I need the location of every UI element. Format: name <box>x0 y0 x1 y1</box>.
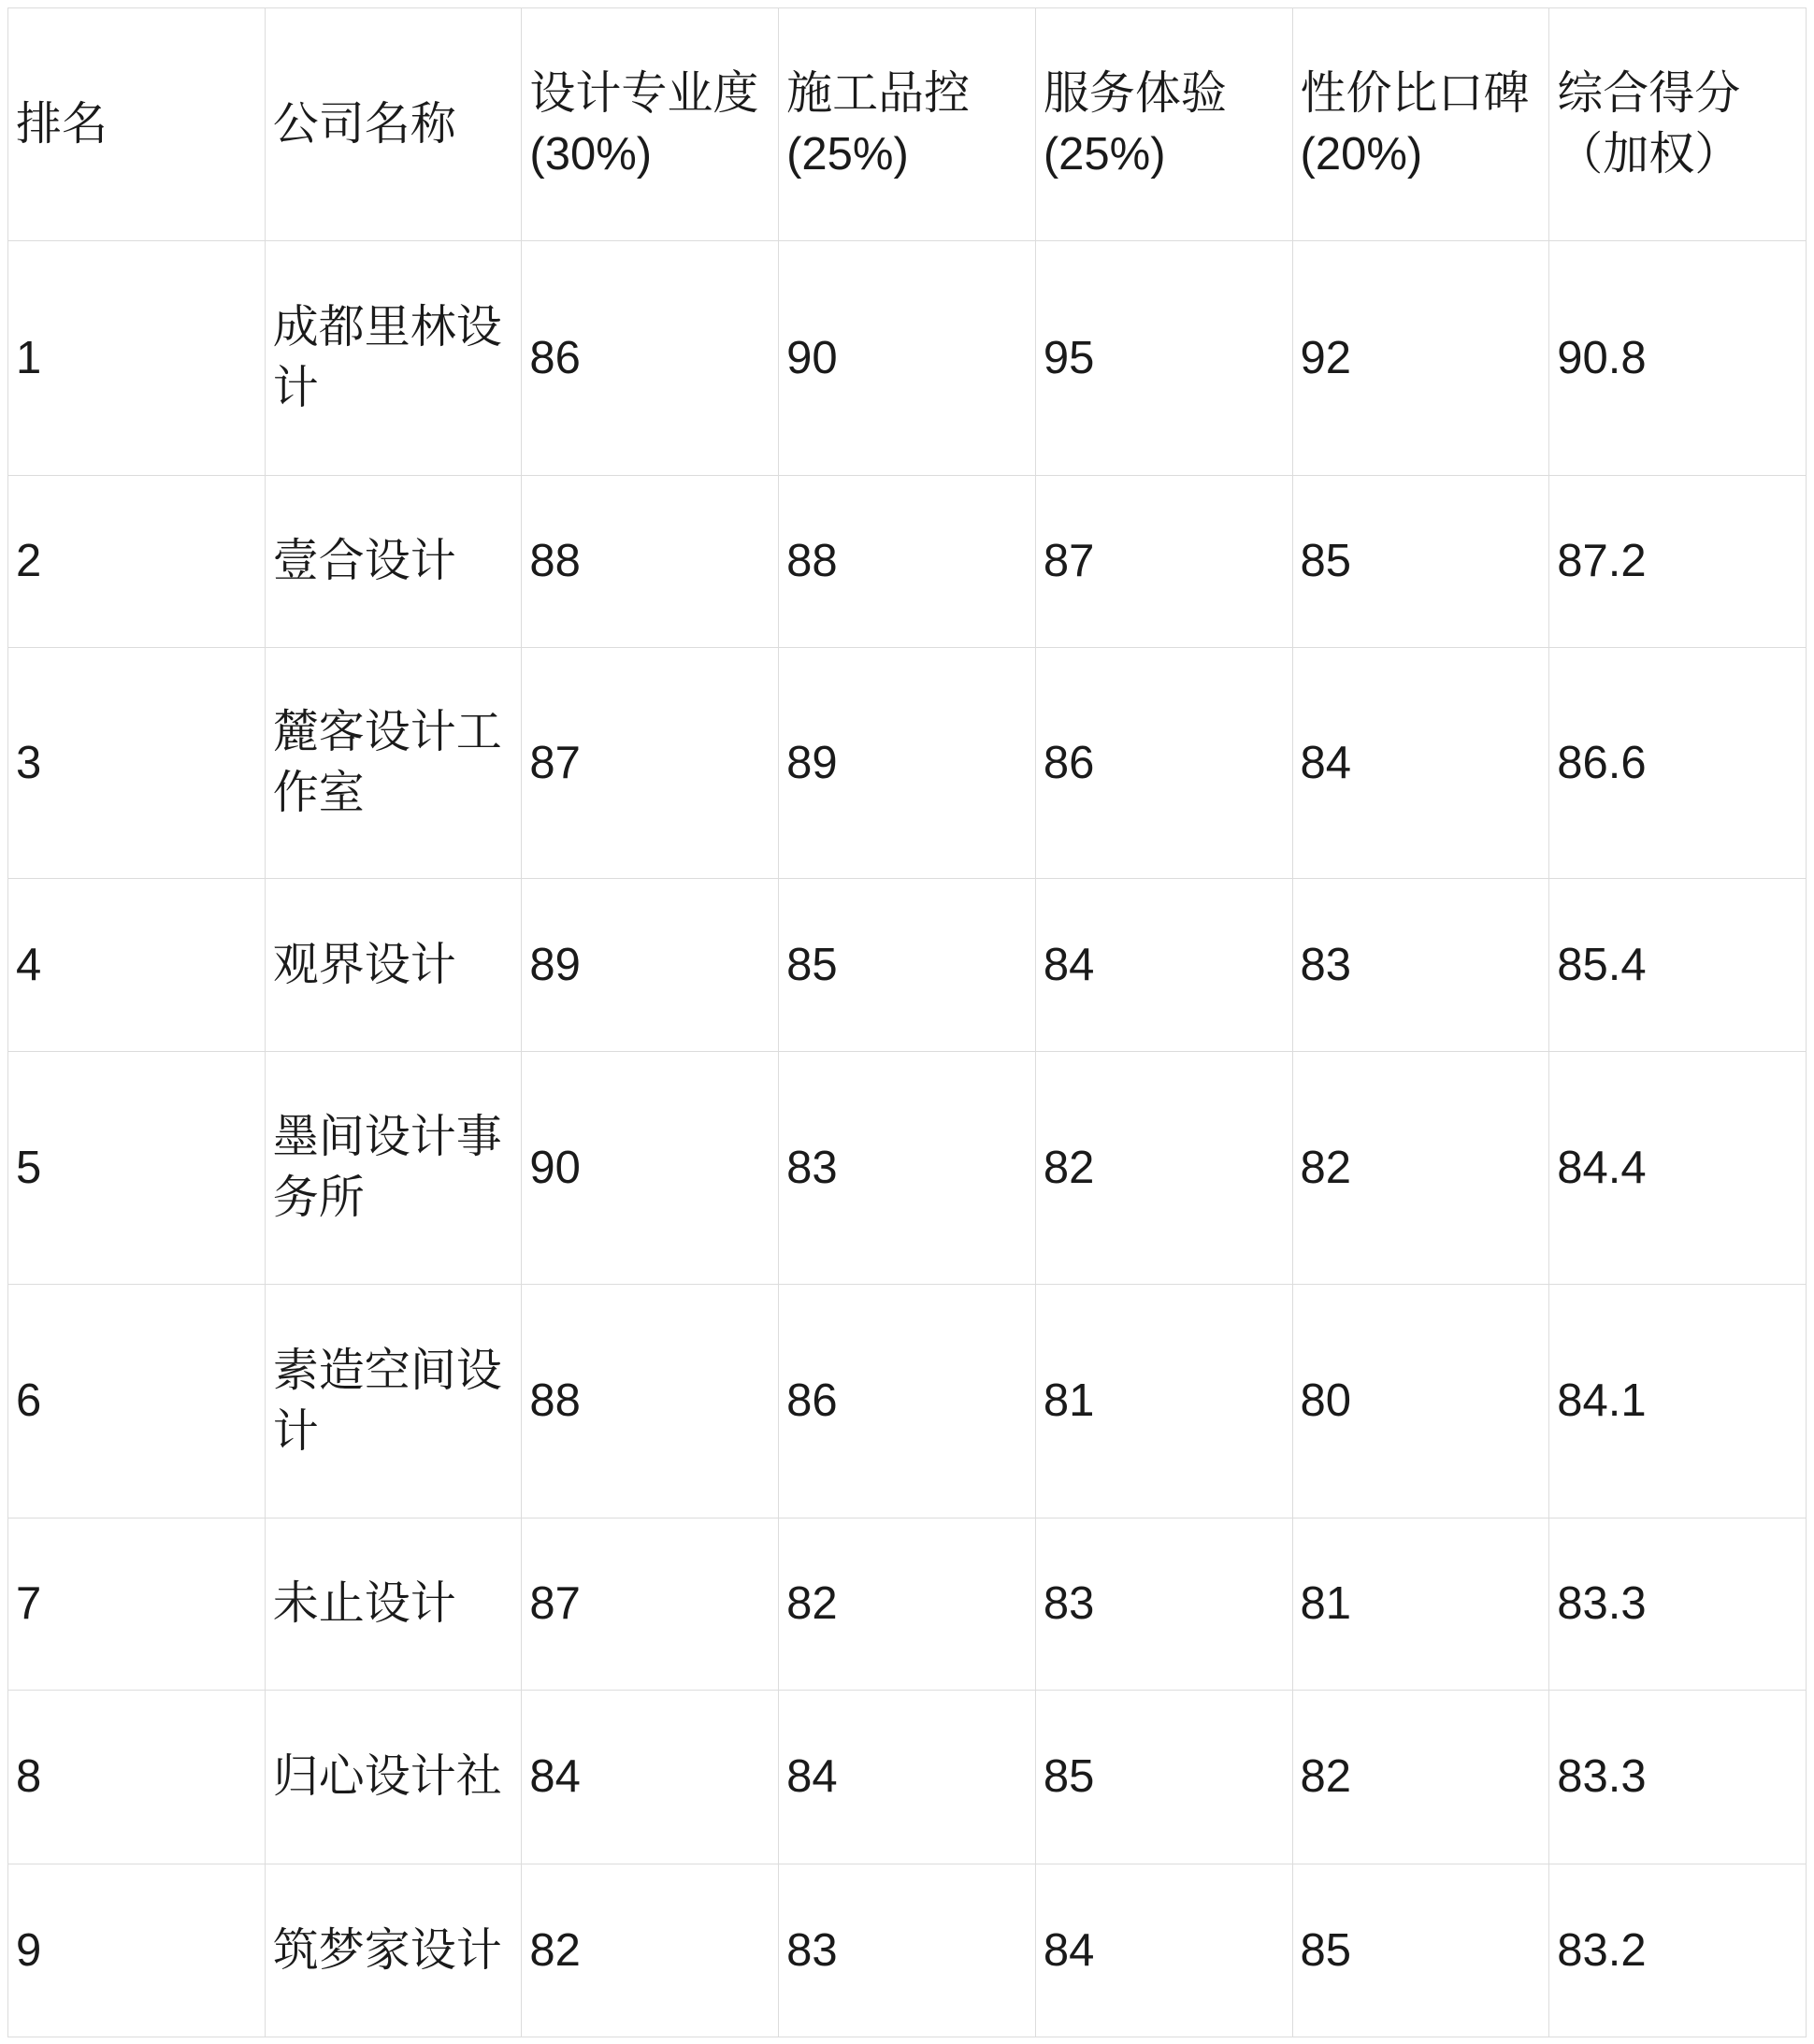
cell-service-score: 84 <box>1035 879 1292 1052</box>
cell-value-score: 92 <box>1292 241 1549 476</box>
cell-service-score: 83 <box>1035 1519 1292 1691</box>
header-cell-construction-score <box>779 8 1036 241</box>
header-cell-service-score <box>1035 8 1292 241</box>
cell-construction-score: 83 <box>779 1052 1036 1285</box>
header-sublabel: (25%) <box>1043 129 1166 180</box>
header-label: 设计专业度 <box>529 68 759 119</box>
cell-overall-score: 83.3 <box>1549 1691 1807 1864</box>
cell-overall-score: 84.4 <box>1549 1052 1807 1285</box>
header-label: 性价比口碑 <box>1300 68 1530 119</box>
cell-service-score: 86 <box>1035 648 1292 879</box>
cell-overall-score: 85.4 <box>1549 879 1807 1052</box>
header-sublabel: (30%) <box>529 129 653 180</box>
cell-design-score: 88 <box>522 1285 779 1519</box>
cell-company: 成都里林设计 <box>265 241 522 476</box>
cell-overall-score: 84.1 <box>1549 1285 1807 1519</box>
cell-value-score: 85 <box>1292 1864 1549 2037</box>
cell-company: 麓客设计工作室 <box>265 648 522 879</box>
table-row <box>8 1691 1807 1864</box>
cell-overall-score: 83.2 <box>1549 1864 1807 2037</box>
header-label: 综合得分 <box>1557 68 1741 119</box>
cell-design-score: 88 <box>522 476 779 648</box>
cell-value-score: 83 <box>1292 879 1549 1052</box>
cell-value-score: 82 <box>1292 1691 1549 1864</box>
cell-design-score: 86 <box>522 241 779 476</box>
cell-construction-score: 90 <box>779 241 1036 476</box>
header-cell-rank <box>8 8 266 241</box>
header-sublabel: （加权） <box>1557 129 1741 180</box>
header-cell-value-score <box>1292 8 1549 241</box>
table-row <box>8 648 1807 879</box>
cell-overall-score: 87.2 <box>1549 476 1807 648</box>
cell-construction-score: 89 <box>779 648 1036 879</box>
cell-service-score: 95 <box>1035 241 1292 476</box>
cell-overall-score: 90.8 <box>1549 241 1807 476</box>
cell-rank: 5 <box>8 1052 266 1285</box>
header-sublabel: (25%) <box>786 129 909 180</box>
cell-rank: 6 <box>8 1285 266 1519</box>
company-ranking-table <box>7 7 1807 2037</box>
cell-design-score: 87 <box>522 648 779 879</box>
cell-construction-score: 88 <box>779 476 1036 648</box>
header-row <box>8 8 1807 241</box>
cell-service-score: 82 <box>1035 1052 1292 1285</box>
cell-construction-score: 83 <box>779 1864 1036 2037</box>
cell-rank: 4 <box>8 879 266 1052</box>
cell-value-score: 80 <box>1292 1285 1549 1519</box>
table-row <box>8 1285 1807 1519</box>
cell-rank: 7 <box>8 1519 266 1691</box>
table-row <box>8 879 1807 1052</box>
cell-rank: 2 <box>8 476 266 648</box>
header-label: 施工品控 <box>786 68 971 119</box>
cell-service-score: 87 <box>1035 476 1292 648</box>
table-row <box>8 241 1807 476</box>
cell-value-score: 85 <box>1292 476 1549 648</box>
table-row <box>8 476 1807 648</box>
header-sublabel: (20%) <box>1300 129 1423 180</box>
cell-design-score: 89 <box>522 879 779 1052</box>
table-row <box>8 1052 1807 1285</box>
cell-overall-score: 83.3 <box>1549 1519 1807 1691</box>
table-row <box>8 1864 1807 2037</box>
cell-service-score: 85 <box>1035 1691 1292 1864</box>
header-label: 服务体验 <box>1043 68 1227 119</box>
cell-rank: 8 <box>8 1691 266 1864</box>
cell-design-score: 84 <box>522 1691 779 1864</box>
cell-company: 筑梦家设计 <box>265 1864 522 2037</box>
cell-rank: 3 <box>8 648 266 879</box>
cell-rank: 9 <box>8 1864 266 2037</box>
cell-construction-score: 86 <box>779 1285 1036 1519</box>
cell-construction-score: 82 <box>779 1519 1036 1691</box>
table-row <box>8 1519 1807 1691</box>
cell-company: 未止设计 <box>265 1519 522 1691</box>
cell-company: 素造空间设计 <box>265 1285 522 1519</box>
cell-service-score: 84 <box>1035 1864 1292 2037</box>
header-cell-design-score <box>522 8 779 241</box>
cell-company: 壹合设计 <box>265 476 522 648</box>
header-label: 排名 <box>16 98 108 150</box>
table-body <box>8 241 1807 2037</box>
cell-design-score: 87 <box>522 1519 779 1691</box>
cell-company: 归心设计社 <box>265 1691 522 1864</box>
header-cell-overall-score <box>1549 8 1807 241</box>
header-label: 公司名称 <box>272 98 456 150</box>
cell-company: 观界设计 <box>265 879 522 1052</box>
cell-value-score: 82 <box>1292 1052 1549 1285</box>
cell-design-score: 90 <box>522 1052 779 1285</box>
cell-rank: 1 <box>8 241 266 476</box>
cell-design-score: 82 <box>522 1864 779 2037</box>
cell-value-score: 84 <box>1292 648 1549 879</box>
header-cell-company <box>265 8 522 241</box>
cell-construction-score: 85 <box>779 879 1036 1052</box>
table-header <box>8 8 1807 241</box>
cell-overall-score: 86.6 <box>1549 648 1807 879</box>
cell-value-score: 81 <box>1292 1519 1549 1691</box>
cell-construction-score: 84 <box>779 1691 1036 1864</box>
cell-company: 墨间设计事务所 <box>265 1052 522 1285</box>
cell-service-score: 81 <box>1035 1285 1292 1519</box>
